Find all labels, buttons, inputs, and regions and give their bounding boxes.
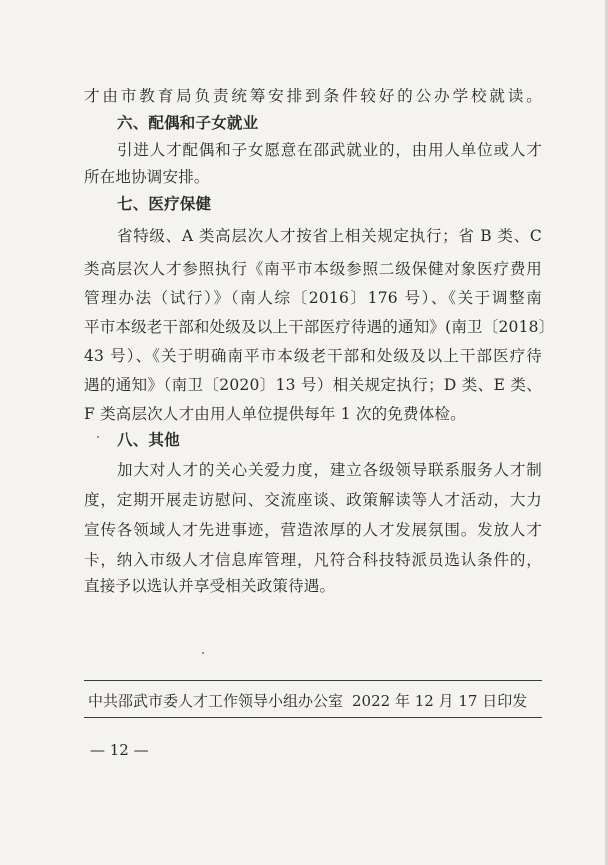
body-line: F 类高层次人才由用人单位提供每年 1 次的免费体检。 xyxy=(84,405,466,423)
body-line: 卡，纳入市级人才信息库管理，凡符合科技特派员选认条件的， xyxy=(84,551,542,569)
footer-date: 2022 年 12 月 17 日印发 xyxy=(352,692,528,710)
scan-speck xyxy=(97,436,99,438)
body-line: 所在地协调安排。 xyxy=(84,168,210,186)
body-line: 遇的通知》（南卫〔2020〕13 号）相关规定执行；D 类、E 类、 xyxy=(84,376,542,394)
body-line: 管理办法（试行）》（南人综〔2016〕176 号）、《关于调整南 xyxy=(84,289,542,307)
body-line: 加大对人才的关心关爱力度，建立各级领导联系服务人才制 xyxy=(117,461,542,479)
section-heading-employment: 六、配偶和子女就业 xyxy=(117,114,259,132)
page-number: — 12 — xyxy=(90,741,149,759)
section-heading-other: 八、其他 xyxy=(117,431,180,449)
body-line: 43 号）、《关于明确南平市本级老干部和处级及以上干部医疗待 xyxy=(84,347,542,365)
footer-issuer: 中共邵武市委人才工作领导小组办公室 xyxy=(88,692,344,710)
body-line: 引进人才配偶和子女愿意在邵武就业的，由用人单位或人才 xyxy=(117,141,542,159)
body-line: 才由市教育局负责统筹安排到条件较好的公办学校就读。 xyxy=(84,87,542,105)
body-line: 宣传各领域人才先进事迹，营造浓厚的人才发展氛围。发放人才 xyxy=(84,521,542,539)
body-line: 度，定期开展走访慰问、交流座谈、政策解读等人才活动，大力 xyxy=(84,491,542,509)
body-line: 直接予以选认并享受相关政策待遇。 xyxy=(84,577,336,595)
body-line: 平市本级老干部和处级及以上干部医疗待遇的通知》(南卫〔2018〕 xyxy=(84,318,555,336)
section-heading-healthcare: 七、医疗保健 xyxy=(117,195,212,213)
body-line: 类高层次人才参照执行《南平市本级参照二级保健对象医疗费用 xyxy=(84,260,542,278)
scan-speck xyxy=(202,652,204,654)
footer-bottom-rule xyxy=(84,717,542,718)
footer-top-rule xyxy=(84,680,542,681)
body-line: 省特级、A 类高层次人才按省上相关规定执行；省 B 类、C xyxy=(117,227,542,245)
